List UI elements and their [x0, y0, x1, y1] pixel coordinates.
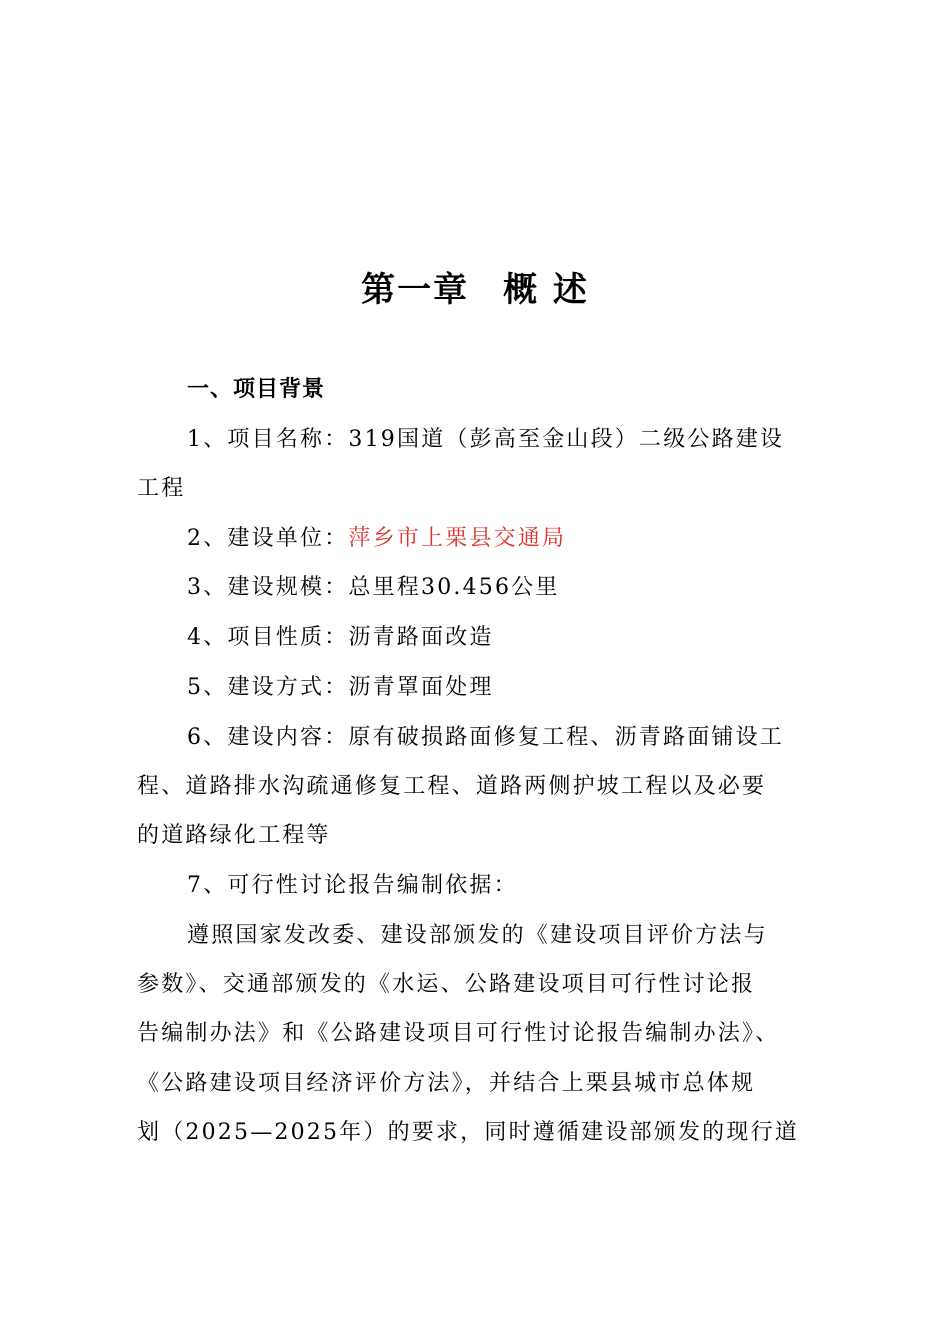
- paragraph-line-3: 告编制办法》和《公路建设项目可行性讨论报告编制办法》、: [137, 1021, 780, 1046]
- paragraph-line-1: 遵照国家发改委、建设部颁发的《建设项目评价方法与: [187, 923, 768, 948]
- paragraph-line-4: 《公路建设项目经济评价方法》，并结合上栗县城市总体规: [137, 1071, 756, 1096]
- item-construction-scale: 3、建设规模：总里程30.456公里: [187, 575, 560, 600]
- item-construction-unit: [187, 517, 566, 561]
- paragraph-line-5: 划（2025—2025年）的要求，同时遵循建设部颁发的现行道: [137, 1120, 799, 1145]
- item-construction-content-cont1: 程、道路排水沟疏通修复工程、道路两侧护坡工程以及必要: [137, 774, 767, 799]
- section-heading: 一、项目背景: [187, 377, 326, 402]
- chapter-name: 概 述: [503, 270, 589, 310]
- chapter-number: 第一章: [361, 270, 470, 310]
- construction-unit-value: 萍乡市上栗县交通局: [348, 526, 567, 551]
- paragraph-line-2: 参数》、交通部颁发的《水运、公路建设项目可行性讨论报: [137, 972, 756, 997]
- item-project-nature: 4、项目性质：沥青路面改造: [187, 625, 494, 650]
- item-project-name-cont: 工程: [137, 476, 186, 501]
- item-construction-method: 5、建设方式：沥青罩面处理: [187, 675, 494, 700]
- item-construction-content-cont2: 的道路绿化工程等: [137, 823, 331, 848]
- chapter-title: [0, 262, 950, 318]
- construction-unit-label: 2、建设单位：: [187, 526, 349, 551]
- item-report-basis: 7、可行性讨论报告编制依据：: [187, 873, 518, 898]
- item-construction-content: 6、建设内容：原有破损路面修复工程、沥青路面铺设工: [187, 725, 784, 750]
- item-project-name: 1、项目名称：319国道（彭高至金山段）二级公路建设: [187, 427, 785, 452]
